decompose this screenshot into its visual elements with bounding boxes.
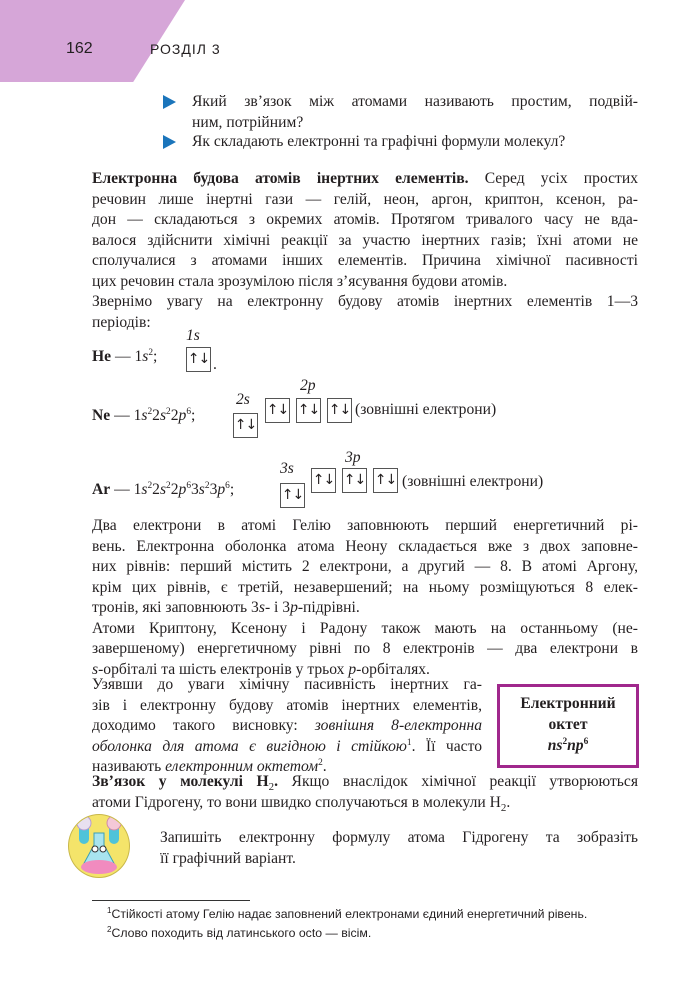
text-run: 6 <box>583 736 589 747</box>
text-run: He <box>92 348 112 365</box>
text-run: Звернімо увагу на електронну будову атомів інертних елементів 1—3 <box>92 293 638 310</box>
question-line: Який зв’язок між атомами називають простим, подвій- <box>192 93 638 110</box>
text-run: . <box>506 793 511 811</box>
text-run: 2 <box>148 347 154 358</box>
triangle-bullet-icon <box>163 95 176 109</box>
text-run: -орбіталях. <box>356 660 430 678</box>
text-run: Ar <box>92 481 111 498</box>
text-run: p <box>178 407 187 424</box>
text-line <box>92 292 638 313</box>
orbital-label: 3p <box>345 449 361 466</box>
orbital-label: 2p <box>300 377 316 394</box>
text-run: 1 <box>406 737 412 748</box>
text-run: атоми Гідрогену, то вони швидко сполучаються в молекули H <box>92 793 501 811</box>
text-run: — 1 <box>114 348 143 365</box>
text-line <box>92 210 638 231</box>
task <box>160 828 638 869</box>
text-run: s <box>198 481 205 498</box>
flask-mascot-icon <box>68 814 130 878</box>
text-run: 6 <box>225 480 230 491</box>
text-line <box>92 578 638 599</box>
text-run: зовнішня 8-електронна <box>314 717 482 734</box>
text-run: сполучалися з атомами інших елементів. Причина хімічної пасивності <box>92 252 638 269</box>
text-run: Серед усіх простих <box>484 170 639 187</box>
text-run: ns <box>547 737 563 754</box>
text-run: оболонка для атома є вигідною і стійкою <box>92 737 407 755</box>
octet-title: Електронний <box>520 695 616 712</box>
text-run: вень. Електронна оболонка атома Неону складається вже з двох заповне- <box>92 537 638 555</box>
footnote-mark: 1 <box>107 906 112 915</box>
text-run: 2 <box>170 481 179 498</box>
outer-electrons-note: (зовнішні електрони) <box>402 473 544 490</box>
text-run: 3 <box>209 481 218 498</box>
orbital-label: 3s <box>280 460 294 477</box>
text-run: 2 <box>170 407 179 424</box>
text-run: . <box>322 758 327 775</box>
text-line <box>92 251 638 272</box>
text-run: 2 <box>204 480 210 491</box>
text-run: p <box>217 481 226 498</box>
text-run: s <box>159 481 167 498</box>
text-run: цих речовин стала зрозумілою після з’ясування будови атомів. <box>92 272 508 290</box>
text-line <box>92 231 638 252</box>
orbital-box: ↑↓ <box>233 413 258 438</box>
text-run: 6 <box>186 406 191 417</box>
footnote-divider <box>92 900 250 901</box>
paragraph-inert-elements <box>92 169 638 333</box>
text-run: 2 <box>268 781 275 794</box>
text-run: 2 <box>318 757 323 768</box>
orbital-box: ↑↓ <box>265 398 290 423</box>
text-line <box>92 313 638 334</box>
text-run: s <box>141 481 148 498</box>
text-run: - і 3 <box>264 599 291 616</box>
text-run: них рівнів: перший містить 2 електрони, а другий — 8. В атомі Аргону, <box>92 558 638 575</box>
text-run: називають <box>92 758 166 775</box>
text-run: s <box>258 599 265 616</box>
task-line: її графічний варіант. <box>160 849 296 867</box>
period-mark: . <box>213 356 217 373</box>
text-run: 2 <box>166 480 171 491</box>
footnote-text: Стійкості атому Гелію надає заповнений електронами єдиний енергетичний рівень. <box>111 907 588 922</box>
text-run: Зв’язок у молекулі H <box>92 773 269 790</box>
text-run: зів і електронну будову атомів інертних елементів, <box>92 696 482 714</box>
text-run: ; <box>229 481 235 498</box>
text-line <box>92 169 638 190</box>
text-run: тронів, які заповнюють 3 <box>92 599 259 616</box>
text-run: np <box>567 737 584 754</box>
text-run: p <box>348 660 357 678</box>
text-run: Якщо внаслідок хімічної реакції утворюються <box>291 773 639 790</box>
paragraph-electron-levels <box>92 516 638 680</box>
text-run: . <box>274 773 279 790</box>
orbital-label: 1s <box>186 327 200 344</box>
text-run: 2 <box>147 480 153 491</box>
text-line <box>92 793 638 814</box>
text-run: Ne <box>92 407 111 424</box>
section-title: РОЗДІЛ 3 <box>150 41 221 57</box>
text-run: 2 <box>500 801 507 814</box>
text-run: Узявши до уваги хімічну пасивність інертних га- <box>92 676 482 693</box>
task-line: Запишіть електронну формулу атома Гідрогену та зобразіть <box>160 829 638 846</box>
orbital-box: ↑↓ <box>280 483 305 508</box>
text-run: Атоми Криптону, Ксенону і Радону також мають на останньому (не- <box>92 619 638 637</box>
text-run: 2 <box>152 481 160 498</box>
text-run: доходимо такого висновку: <box>92 717 315 734</box>
orbital-box: ↑↓ <box>296 398 321 423</box>
triangle-bullet-icon <box>163 135 176 149</box>
paragraph-octet <box>92 675 482 778</box>
octet-formula <box>500 735 636 756</box>
orbital-box: ↑↓ <box>342 468 367 493</box>
text-line <box>92 557 638 578</box>
orbital-box: ↑↓ <box>311 468 336 493</box>
text-run: ; <box>191 407 196 424</box>
question-line: ним, потрійним? <box>192 113 304 131</box>
text-run: s <box>92 660 99 678</box>
text-line <box>92 639 638 660</box>
footnote-text: Слово походить від латинського octo — вісім. <box>111 926 372 941</box>
text-run: ; <box>153 348 158 365</box>
text-run: -підрівні. <box>297 599 360 616</box>
footnote-mark: 2 <box>107 925 112 934</box>
text-line <box>92 675 482 696</box>
text-line <box>92 598 638 619</box>
text-line <box>92 772 638 793</box>
text-run: 2 <box>147 406 153 417</box>
text-run: Електронна будова атомів інертних елементів. <box>92 170 469 187</box>
text-run: 3 <box>191 481 199 498</box>
outer-electrons-note: (зовнішні електрони) <box>355 401 497 418</box>
text-run: p <box>290 599 298 616</box>
ar-formula <box>92 481 234 499</box>
question-line: Як складають електронні та графічні формули молекул? <box>192 133 566 150</box>
text-run: дон — складаються з окремих атомів. Протягом тривалого часу не вда- <box>92 211 638 228</box>
paragraph-h2-bond <box>92 772 638 813</box>
text-run: 2 <box>152 407 160 424</box>
text-run: s <box>142 348 149 365</box>
text-run: — 1 <box>114 481 142 498</box>
question-1 <box>165 92 638 133</box>
text-run: крім цих рівнів, є третій, незавершений; на ньому розміщуються 8 елек- <box>92 578 638 596</box>
text-run: періодів: <box>92 313 151 331</box>
orbital-box: ↑↓ <box>327 398 352 423</box>
footnote-1 <box>107 906 587 921</box>
text-line <box>92 696 482 717</box>
text-run: 2 <box>166 406 171 417</box>
text-run: — 1 <box>114 407 142 424</box>
question-2 <box>165 132 638 153</box>
text-line <box>92 516 638 537</box>
orbital-box: ↑↓ <box>373 468 398 493</box>
text-run: -орбіталі та шість електронів у трьох <box>98 660 349 678</box>
text-run: електронним октетом <box>165 758 319 775</box>
orbital-box: ↑↓ <box>186 347 211 372</box>
text-run: p <box>178 481 187 498</box>
ne-formula <box>92 407 195 425</box>
text-line <box>92 619 638 640</box>
text-run: s <box>159 407 167 424</box>
octet-title: октет <box>548 716 588 733</box>
text-line <box>92 737 482 758</box>
text-run: Два електрони в атомі Гелію заповнюють перший енергетичний рі- <box>92 517 638 534</box>
footnote-2 <box>107 925 371 940</box>
text-run: валося здійснити хімічні реакції за участю інертних газів; їхні атоми не <box>92 231 638 249</box>
text-line <box>92 272 638 293</box>
text-line <box>92 537 638 558</box>
he-formula <box>92 348 157 366</box>
orbital-label: 2s <box>236 391 250 408</box>
text-run: 6 <box>186 480 191 491</box>
page-number: 162 <box>66 40 93 57</box>
text-line <box>92 190 638 211</box>
text-run: завершеному) енергетичному рівні по 8 електронів — два електрони в <box>92 640 638 657</box>
text-run: s <box>141 407 148 424</box>
text-run: . Її часто <box>411 737 482 755</box>
text-line <box>92 716 482 737</box>
text-run: 2 <box>562 736 568 747</box>
text-run: речовин лише інертні гази — гелій, неон, аргон, криптон, ксенон, ра- <box>92 190 638 208</box>
octet-box <box>497 684 639 768</box>
